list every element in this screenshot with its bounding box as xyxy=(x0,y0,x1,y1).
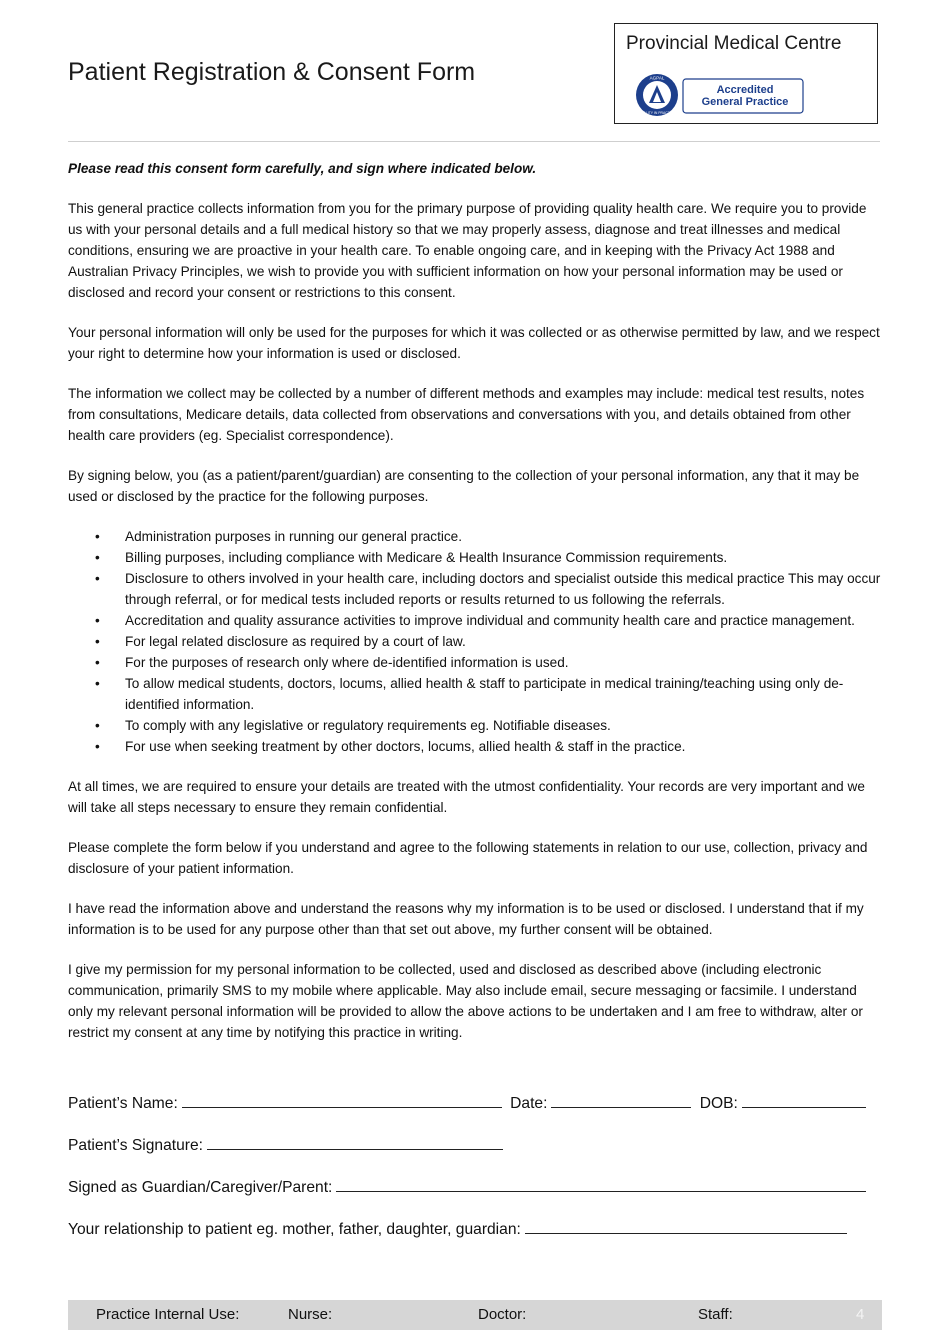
staff-label: Staff: xyxy=(698,1306,733,1323)
paragraph-confidentiality: At all times, we are required to ensure your details are treated with the utmost confidentiality. Your records are very important and we will take all steps necessary to ensure they remain confidential. xyxy=(68,779,865,815)
paragraph-consent: By signing below, you (as a patient/parent/guardian) are consenting to the collection of your personal information, any that it may be used or disclosed by the practice for the following purposes. xyxy=(68,468,860,504)
signature-row xyxy=(68,1131,882,1173)
intro-instruction: Please read this consent form carefully, and sign where indicated below. xyxy=(68,161,537,176)
guardian-field[interactable] xyxy=(336,1173,866,1192)
list-item: • To allow medical students, doctors, locums, allied health & staff to participate in medical training/teaching using only de-identified information. xyxy=(68,673,882,715)
nurse-label: Nurse: xyxy=(288,1306,333,1323)
badge-bottom-text: QUALITY IN PRACTICE xyxy=(638,111,676,115)
guardian-label: Signed as Guardian/Caregiver/Parent: xyxy=(68,1179,333,1196)
signature-field[interactable] xyxy=(207,1131,503,1150)
list-item: • Disclosure to others involved in your health care, including doctors and specialist outside this medical practice This may occur through referral, or for medical tests included reports or results returned to us following the referrals. xyxy=(68,568,882,610)
paragraph-purpose: This general practice collects information from you for the primary purpose of providing quality health care. We require you to provide us with your personal details and a full medical history so that we may properly assess, diagnose and treat illnesses and medical conditions, ensuring we are proactive in your health care. To enable ongoing care, and in keeping with the Privacy Act 1988 and Australian Privacy Principles, we wish to provide you with sufficient information on how your personal information may be used or disclosed and record your consent or restrictions to this consent. xyxy=(68,201,867,300)
patient-details-row xyxy=(68,1089,882,1131)
signature-section xyxy=(68,1089,882,1257)
dob-field[interactable] xyxy=(742,1089,866,1108)
list-item: • For legal related disclosure as required by a court of law. xyxy=(68,631,882,652)
paragraph-understanding: I have read the information above and understand the reasons why my information is to be used or disclosed. I understand that if my information is to be used for any purpose other than that set out above, my further consent will be obtained. xyxy=(68,901,864,937)
badge-line2: General Practice xyxy=(701,96,789,108)
page-number: 4 xyxy=(856,1306,865,1323)
doctor-label: Doctor: xyxy=(478,1306,527,1323)
patient-name-label: Patient’s Name: xyxy=(68,1095,178,1112)
internal-use-label: Practice Internal Use: xyxy=(96,1306,240,1323)
paragraph-instructions: Please complete the form below if you understand and agree to the following statements in relation to our use, collection, privacy and disclosure of your patient information. xyxy=(68,840,868,876)
guardian-row xyxy=(68,1173,882,1215)
internal-use-bar xyxy=(68,1300,882,1330)
paragraph-use: Your personal information will only be used for the purposes for which it was collected or as otherwise permitted by law, and we respect your right to determine how your information is used or disclosed. xyxy=(68,325,880,361)
purposes-list xyxy=(68,526,882,757)
practice-info-box xyxy=(614,23,878,124)
relationship-field[interactable] xyxy=(525,1215,847,1234)
list-item: • Administration purposes in running our general practice. xyxy=(68,526,882,547)
badge-line1: Accredited xyxy=(716,84,774,96)
list-item: • Accreditation and quality assurance activities to improve individual and community health care and practice management. xyxy=(68,610,882,631)
paragraph-permission: I give my permission for my personal information to be collected, used and disclosed as described above (including electronic communication, primarily SMS to my mobile where applicable. May also include email, secure messaging or facsimile. I understand only my relevant personal information will be provided to allow the above actions to be undertaken and I am free to withdraw, alter or restrict my consent at any time by notifying this practice in writing. xyxy=(68,962,863,1040)
list-item: • For use when seeking treatment by other doctors, locums, allied health & staff in the practice. xyxy=(68,736,882,757)
patient-name-field[interactable] xyxy=(182,1089,502,1108)
relationship-row xyxy=(68,1215,882,1257)
relationship-label: Your relationship to patient eg. mother, father, daughter, guardian: xyxy=(68,1221,521,1238)
accreditation-badge-icon xyxy=(627,73,805,117)
dob-label: DOB: xyxy=(699,1095,738,1112)
page-title: Patient Registration & Consent Form xyxy=(68,58,476,86)
list-item: • To comply with any legislative or regulatory requirements eg. Notifiable diseases. xyxy=(68,715,882,736)
date-field[interactable] xyxy=(551,1089,691,1108)
signature-label: Patient’s Signature: xyxy=(68,1137,203,1154)
paragraph-collection: The information we collect may be collected by a number of different methods and examples may include: medical test results, notes from consultations, Medicare details, data collected from observations and conversations with you, and details obtained from other health care providers (eg. Specialist correspondence). xyxy=(68,386,865,443)
list-item: • Billing purposes, including compliance with Medicare & Health Insurance Commission requirements. xyxy=(68,547,882,568)
header-divider xyxy=(68,141,880,142)
consent-text xyxy=(68,158,882,1062)
centre-name: Provincial Medical Centre xyxy=(626,33,842,54)
list-item: • For the purposes of research only where de-identified information is used. xyxy=(68,652,882,673)
date-label: Date: xyxy=(510,1095,548,1112)
badge-top-text: AGPAL xyxy=(649,75,665,81)
